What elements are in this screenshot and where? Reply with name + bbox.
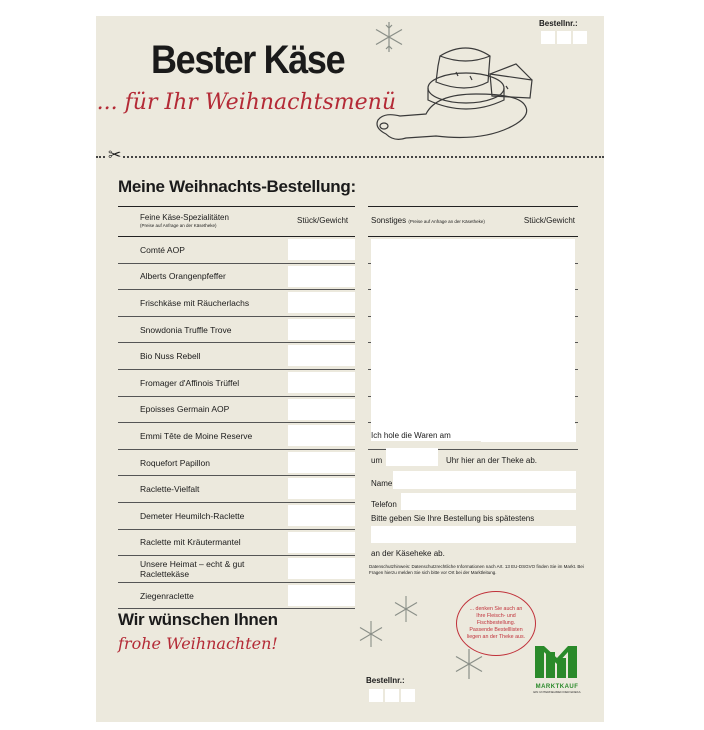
order-deadline-field[interactable] — [371, 526, 576, 543]
order-form-sheet — [96, 16, 604, 722]
cheese-board-illustration — [366, 16, 541, 156]
other-items-field[interactable] — [371, 239, 575, 441]
cheese-name: Emmi Tête de Moine Reserve — [140, 430, 253, 441]
order-number-fields-bottom — [369, 689, 415, 702]
phone-label: Telefon — [371, 500, 397, 509]
quantity-field[interactable] — [288, 585, 355, 606]
privacy-notice: Datenschutzhinweis: Datenschutzrechtliche Informationen nach Art. 13 EU-DSGVO finden Sie im Markt. Bei Fragen hierzu melden Sie sich bitte vor Ort bei der Marktleitung. — [369, 564, 584, 575]
other-table-header — [368, 206, 578, 237]
cheese-name: Raclette mit Kräutermantel — [140, 537, 241, 548]
table-row — [118, 264, 355, 291]
quantity-field[interactable] — [288, 425, 355, 446]
order-number-box[interactable] — [557, 31, 571, 44]
table-row — [118, 290, 355, 317]
quantity-field[interactable] — [288, 292, 355, 313]
quantity-field[interactable] — [288, 266, 355, 287]
logo-wordmark: MARKTKAUF — [535, 684, 579, 690]
other-items-area — [368, 237, 578, 450]
table-row — [118, 530, 355, 557]
cut-line — [96, 156, 604, 158]
order-number-box[interactable] — [541, 31, 555, 44]
table-row — [118, 556, 355, 583]
other-header-label: Sonstiges — [371, 216, 407, 225]
quantity-field[interactable] — [288, 372, 355, 393]
cheese-name: Roquefort Papillon — [140, 457, 210, 468]
cheese-name: Raclette-Vielfalt — [140, 484, 200, 495]
cheese-header-label: Feine Käse-Spezialitäten — [140, 213, 229, 222]
table-row — [118, 370, 355, 397]
page-title: Bester Käse — [151, 38, 345, 82]
quantity-field[interactable] — [288, 399, 355, 420]
scissors-icon: ✂ — [108, 147, 122, 164]
name-field[interactable] — [393, 471, 576, 489]
cheese-name: Snowdonia Truffle Trove — [140, 324, 232, 335]
marktkauf-logo — [533, 644, 581, 694]
reminder-text: ... denken Sie auch an Ihre Fleisch- und Fischbestellung. Passende Bestelllisten liegen an der Theke aus. — [466, 606, 526, 640]
pickup-date-field[interactable] — [481, 424, 576, 442]
table-row — [118, 450, 355, 477]
table-row — [118, 343, 355, 370]
pickup-time-field[interactable] — [386, 448, 438, 466]
pickup-date-label: Ich hole die Waren am — [371, 431, 451, 440]
quantity-field[interactable] — [288, 452, 355, 473]
greeting-line-1: Wir wünschen Ihnen — [118, 610, 278, 629]
snowflake-icon — [391, 594, 421, 624]
snowflake-icon — [356, 619, 386, 649]
cheese-order-table — [118, 206, 355, 609]
greeting-line-2: frohe Weihnachten! — [118, 634, 278, 653]
table-row — [118, 397, 355, 424]
qty-header-label: Stück/Gewicht — [297, 216, 349, 225]
order-number-label-top: Bestellnr.: — [539, 19, 578, 28]
other-header-sub: (Preise auf Anfrage an der Käsetheke) — [408, 219, 485, 224]
pickup-time-suffix: Uhr hier an der Theke ab. — [446, 456, 538, 465]
order-number-box[interactable] — [385, 689, 399, 702]
marktkauf-m-icon — [533, 644, 581, 678]
quantity-field[interactable] — [288, 239, 355, 260]
cheese-table-header — [118, 206, 355, 237]
cheese-name: Bio Nuss Rebell — [140, 351, 201, 362]
section-title: Meine Weihnachts-Bestellung: — [118, 177, 356, 196]
order-number-box[interactable] — [369, 689, 383, 702]
cheese-name: Alberts Orangenpfeffer — [140, 271, 226, 282]
quantity-field[interactable] — [288, 505, 355, 526]
table-row — [118, 503, 355, 530]
table-row — [118, 317, 355, 344]
other-order-table — [368, 206, 578, 450]
cheese-name: Epoisses Germain AOP — [140, 404, 230, 415]
phone-field[interactable] — [401, 493, 576, 510]
quantity-field[interactable] — [288, 345, 355, 366]
quantity-field[interactable] — [288, 478, 355, 499]
page-subtitle: ... für Ihr Weihnachtsmenü — [96, 90, 396, 115]
quantity-field[interactable] — [288, 319, 355, 340]
order-deadline-note-end: an der Käseheke ab. — [371, 549, 445, 558]
quantity-field[interactable] — [288, 532, 355, 553]
cheese-name: Ziegenraclette — [140, 590, 194, 601]
qty-header-label: Stück/Gewicht — [523, 216, 575, 225]
order-number-box[interactable] — [573, 31, 587, 44]
cheese-name: Demeter Heumilch-Raclette — [140, 510, 245, 521]
pickup-time-label: um — [371, 456, 383, 465]
cheese-name: Unsere Heimat – echt & gut Raclettekäse — [140, 558, 245, 579]
name-label: Name — [371, 479, 393, 488]
cheese-header-sub: (Preise auf Anfrage an der Käsetheke) — [140, 223, 217, 228]
order-deadline-note: Bitte geben Sie Ihre Bestellung bis spätestens — [371, 514, 535, 523]
cheese-name: Comté AOP — [140, 244, 185, 255]
table-row — [118, 237, 355, 264]
table-row — [118, 583, 355, 610]
table-row — [118, 476, 355, 503]
order-number-box[interactable] — [401, 689, 415, 702]
cheese-name: Fromager d'Affinois Trüffel — [140, 377, 240, 388]
table-row — [118, 423, 355, 450]
logo-tagline: EIN UNTERNEHMEN DER EDEKA — [533, 690, 581, 694]
cheese-name: Frischkäse mit Räucherlachs — [140, 297, 250, 308]
order-number-fields-top — [541, 31, 587, 44]
order-number-label-bottom: Bestellnr.: — [366, 676, 405, 685]
quantity-field[interactable] — [288, 558, 355, 579]
reminder-stamp — [456, 591, 536, 656]
